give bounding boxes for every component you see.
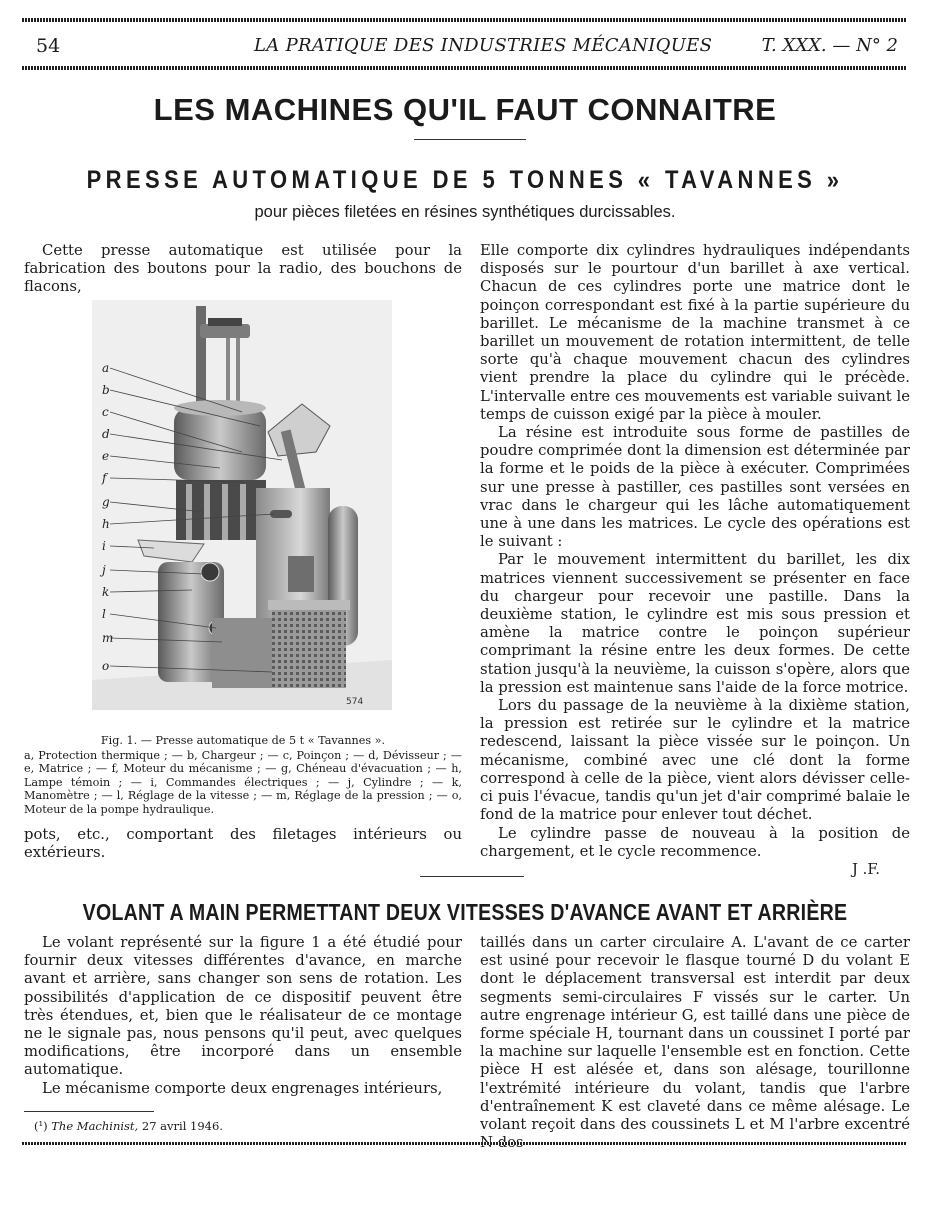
label-i: i [102, 539, 106, 553]
article2-title: VOLANT A MAIN PERMETTANT DEUX VITESSES D'AVANCE AVANT ET ARRIÈRE [82, 899, 848, 925]
label-g: g [102, 495, 110, 509]
body-paragraph: Le mécanisme comporte deux engrenages intérieurs, [42, 1079, 443, 1097]
section-title: LES MACHINES QU'IL FAUT CONNAITRE [153, 92, 777, 127]
body-paragraph: Elle comporte dix cylindres hydrauliques indépendants disposés sur le pourtour d'un barillet à axe vertical. Chacun de ces cylindres porte une matrice dont le poinçon correspondant est fixé à la partie supérieure du barillet. Le mécanisme de la machine transmet à ce barillet un mouvement de rotation intermittent, de telle sorte qu'à chaque mouvement chacun des cylindres vient prendre la place du cylindre qui le précède. L'intervalle entre ces mouvements est variable suivant le temps de cuisson exigé par la pièce à mouler. [480, 242, 910, 423]
body-paragraph: Par le mouvement intermittent du barillet, les dix matrices viennent successivement se présenter en face du chargeur pour recevoir une pastille. Dans la deuxième station, le cylindre est mis sous pression et amène la matrice contre le poinçon supérieur comprimant la résine entre les deux formes. De cette station jusqu'à la neuvième, la cuisson s'opère, alors que la pression est maintenue sans l'aide de la force motrice. [480, 551, 910, 696]
label-d: d [102, 427, 110, 441]
article-divider [420, 876, 524, 877]
label-e: e [102, 449, 110, 463]
body-paragraph: Le cylindre passe de nouveau à la position de chargement, et le cycle recommence. [480, 824, 910, 860]
footnote-date: 27 avril 1946. [141, 1119, 223, 1133]
top-border-rule [22, 18, 906, 22]
title-divider [414, 139, 526, 140]
intro-paragraph: Cette presse automatique est utilisée pour la fabrication des boutons pour la radio, des bouchons de flacons, [24, 242, 462, 296]
right-column-article1 [480, 242, 910, 879]
continuation-paragraph: pots, etc., comportant des filetages intérieurs ou extérieurs. [24, 826, 462, 862]
footnote-mark: (¹) [34, 1119, 48, 1133]
running-header [22, 30, 906, 64]
label-o: o [102, 659, 110, 673]
article-title: PRESSE AUTOMATIQUE DE 5 TONNES « TAVANNES » [86, 166, 844, 194]
label-k: k [102, 585, 110, 599]
label-j: j [102, 563, 106, 577]
left-column-article2 [24, 934, 462, 1098]
label-f: f [102, 471, 107, 485]
caption-title: Fig. 1. — Presse automatique de 5 t « Tavannes ». [100, 734, 386, 747]
press-machine-illustration [92, 300, 392, 710]
body-paragraph: Le volant représenté sur la figure 1 a été étudié pour fournir deux vitesses différentes d'avance, en marche avant et arrière, sans changer son sens de rotation. Les possibilités d'application de ce dispositif peuvent être très étendues, et, bien que le réalisateur de ce montage ne le signale pas, nous pensons qu'il peut, avec quelques modifications, être incorporé dans un ensemble automatique. [24, 934, 462, 1079]
label-b: b [102, 383, 110, 397]
author-signature: J .F. [851, 860, 880, 878]
body-paragraph: La résine est introduite sous forme de pastilles de poudre comprimée dont la dimension est déterminée par la forme et le poids de la pièce à exécuter. Comprimées sur une presse à pastiller, ces pastilles sont versées en vrac dans le chargeur qui les lâche automatiquement une à une dans les matrices. Le cycle des opérations est le suivant : [480, 424, 910, 551]
body-paragraph: taillés dans un carter circulaire A. L'avant de ce carter est usiné pour recevoir le flasque tourné D du volant E dont le déplacement transversal est interdit par deux segments semi-circulaires F vissés sur le carter. Un autre engrenage intérieur G, est taillé dans une pièce de forme spéciale H, tournant dans un coussinet I porté par la machine sur laquelle l'ensemble est en fonction. Cette pièce H est alésée et, dans son alésage, tourillonne l'extrémité intérieure du volant, tandis que l'arbre d'entraînement K est claveté dans ce même alésage. Le volant reçoit dans des coussinets L et M l'arbre excentré [480, 934, 910, 1134]
page-number: 54 [36, 35, 61, 57]
label-c: c [102, 405, 109, 419]
label-a: a [102, 361, 110, 375]
left-column-intro [24, 242, 462, 297]
label-l: l [102, 607, 106, 621]
article-subtitle: pour pièces filetées en résines synthétiques durcissables. [254, 203, 676, 221]
footnote [34, 1119, 223, 1133]
journal-title: LA PRATIQUE DES INDUSTRIES MÉCANIQUES [254, 35, 713, 56]
figure-caption [24, 734, 462, 817]
left-column-continuation [24, 826, 462, 862]
caption-legend: a, Protection thermique ; — b, Chargeur ; — c, Poinçon ; — d, Dévisseur ; — e, Matrice ; — f, Moteur du mécanisme ; — g, Chéneau d'évacuation ; — h, Lampe témoin ; — i, Commandes électriques ; — j, Cylindre ; — k, Manomètre ; — l, Réglage de la vitesse ; — m, Réglage de la pression ; — o, Moteur de la pompe hydraulique. [24, 748, 462, 816]
right-column-article2 [480, 934, 910, 1152]
press-photo [92, 300, 392, 710]
label-m: m [102, 631, 114, 645]
figure-mark: 574 [346, 697, 364, 707]
footnote-source: The Machinist, [51, 1119, 139, 1133]
volume-issue: T. XXX. — N° 2 [761, 35, 898, 56]
body-paragraph: Lors du passage de la neuvième à la dixième station, la pression est retirée sur le cylindre et la matrice redescend, laissant la pièce vissée sur le poinçon. Un mécanisme, combiné avec une clé dont la forme correspond à celle de la pièce, vient alors dévisser celle-ci puis l'évacue, tandis qu'un jet d'air comprimé balaie le fond de la matrice pour enlever tout déchet. [480, 697, 910, 824]
header-bottom-rule [22, 66, 906, 70]
label-h: h [102, 517, 110, 531]
bottom-border-rule [22, 1142, 906, 1145]
footnote-rule [24, 1111, 154, 1112]
